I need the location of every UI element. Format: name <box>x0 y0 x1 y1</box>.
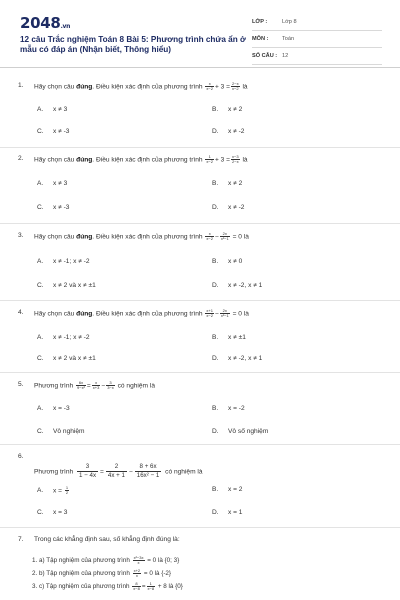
logo-text: 2048 <box>20 14 61 32</box>
math-fraction: $\frac{3}{3-x}$ <box>107 380 114 390</box>
question-number: 5. <box>18 381 24 388</box>
fraction-denominator: 1 − 4x <box>79 472 97 479</box>
math-fraction: $\frac{8}{x-8}$ <box>133 581 140 591</box>
math-fraction: $\frac{x+2}{x}$ <box>133 568 141 578</box>
statement-tail: = 0 là {-2} <box>143 570 172 578</box>
logo-suffix: .vn <box>60 23 71 30</box>
option-a[interactable] <box>37 106 67 113</box>
option-a[interactable] <box>37 258 90 265</box>
stem-prefix: Phương trình <box>34 468 74 476</box>
stem-prefix: Hãy chọn câu <box>34 233 75 241</box>
stem-bold: đúng <box>76 310 93 318</box>
stem-prefix: Hãy chọn câu <box>34 83 75 91</box>
stem-tail: là <box>242 83 248 91</box>
option-b[interactable] <box>212 334 246 341</box>
option-d[interactable] <box>212 509 242 516</box>
option-label: A. <box>37 258 44 265</box>
statement-text: 3. c) Tập nghiệm của phương trình <box>32 583 130 591</box>
option-label: B. <box>212 106 219 113</box>
question-number: 4. <box>18 309 24 316</box>
stem-tail: có nghiệm là <box>117 382 155 390</box>
option-label: D. <box>212 204 219 211</box>
math-fraction: $\frac{1}{2}$ <box>65 485 69 495</box>
option-text: x ≠ 3 <box>53 106 68 113</box>
math-fraction <box>135 463 162 480</box>
fraction-numerator: 3 <box>77 463 98 472</box>
option-text: x ≠ -3 <box>53 204 70 211</box>
option-d[interactable] <box>212 355 262 362</box>
option-c[interactable] <box>37 428 85 435</box>
option-c[interactable] <box>37 128 69 135</box>
math-fraction: $\frac{2-x}{x-2}$ <box>232 81 239 91</box>
option-b[interactable] <box>212 180 242 187</box>
question-stem: Trong các khẳng định sau, số khẳng định đúng là: <box>34 536 180 543</box>
stem-bold: đúng <box>76 233 93 241</box>
option-text: x ≠ 3 <box>53 180 68 187</box>
option-c[interactable] <box>37 282 96 289</box>
statement-b <box>32 569 171 578</box>
option-text: x ≠ -2, x ≠ 1 <box>228 355 263 362</box>
math-fraction <box>77 463 98 480</box>
page-title: 12 câu Trắc nghiệm Toán 8 Bài 5: Phương trình chứa ẩn ở mẫu có đáp án (Nhận biết, Thông hiểu) <box>20 35 246 54</box>
option-label: D. <box>212 128 219 135</box>
math-fraction: $\frac{\text{x²−3x}}{x}$ <box>133 555 144 565</box>
math-fraction <box>106 463 127 480</box>
math-fraction: $\frac{x+1}{x-2}$ <box>206 308 213 318</box>
question-number: 6. <box>18 453 24 460</box>
header-divider <box>0 67 400 68</box>
option-label: C. <box>37 509 44 516</box>
question-divider <box>0 300 400 301</box>
statement-tail: + 8 là {0} <box>157 583 183 591</box>
option-text: x ≠ 2 <box>228 180 243 187</box>
option-label: A. <box>37 487 44 495</box>
stem-prefix: Hãy chọn câu <box>34 310 75 318</box>
option-text: x ≠ -2, x ≠ 1 <box>228 282 263 289</box>
option-text: x ≠ -1; x ≠ -2 <box>53 334 90 341</box>
question-stem: Hãy chọn câu đúng. Điều kiện xác định của phương trình $\frac{1}{x-2}$ + 3 = $\frac{x-3}{2-x}$ là <box>34 154 248 164</box>
option-label: A. <box>37 106 44 113</box>
option-label: D. <box>212 282 219 289</box>
option-text: x = 3 <box>53 509 68 516</box>
option-c[interactable] <box>37 355 96 362</box>
question-stem: Hãy chọn câu đúng. Điều kiện xác định của phương trình $\frac{x}{x-2}$ − $\frac{2x}{\text{x²−1}}$ = 0 là <box>34 231 249 241</box>
question-number: 1. <box>18 82 24 89</box>
fraction-denominator: 16x² − 1 <box>136 472 160 479</box>
statement-a <box>32 556 179 565</box>
stem-prefix: Hãy chọn câu <box>34 156 75 164</box>
option-label: C. <box>37 428 44 435</box>
option-text: x ≠ -2 <box>228 204 245 211</box>
option-label: A. <box>37 334 44 341</box>
option-b[interactable] <box>212 106 242 113</box>
option-d[interactable] <box>212 282 262 289</box>
option-text: Vô số nghiệm <box>228 428 269 435</box>
option-label: A. <box>37 180 44 187</box>
option-label: A. <box>37 405 44 412</box>
meta-grade-key: LỚP : <box>252 19 268 25</box>
option-text: x ≠ 0 <box>228 258 243 265</box>
option-d[interactable] <box>212 428 268 435</box>
option-text: x = 2 <box>228 486 243 493</box>
option-label: D. <box>212 428 219 435</box>
stem-bold: đúng <box>76 83 93 91</box>
stem-suffix: . Điều kiện xác định của phương trình <box>92 310 203 318</box>
stem-suffix: . Điều kiện xác định của phương trình <box>92 156 203 164</box>
question-divider <box>0 223 400 224</box>
question-number: 7. <box>18 536 24 543</box>
option-label: D. <box>212 355 219 362</box>
option-text: x = -2 <box>228 405 245 412</box>
math-fraction: $\frac{1}{x-8}$ <box>147 581 155 591</box>
question-divider <box>0 444 400 445</box>
math-fraction: $\frac{x-3}{2-x}$ <box>232 154 239 164</box>
question-stem: Phương trình $\frac{3}{1 - 4x}$ = $\frac{2}{4x + 1}$ − $\frac{8 + 6x}{\text{16x² − 1}}$ có nghiệm là <box>34 463 203 479</box>
statement-tail: = 0 là {0; 3} <box>147 557 180 565</box>
option-label: C. <box>37 282 44 289</box>
option-text: x ≠ ±1 <box>228 334 246 341</box>
option-a[interactable] <box>37 405 70 412</box>
math-fraction: $\frac{x}{x-2}$ <box>206 231 213 241</box>
option-b[interactable] <box>212 258 242 265</box>
option-text: x ≠ 2 <box>228 106 243 113</box>
option-b[interactable] <box>212 486 242 493</box>
meta-count-key: SỐ CÂU : <box>252 53 278 59</box>
option-c[interactable] <box>37 204 69 211</box>
question-number: 3. <box>18 232 24 239</box>
option-text: x ≠ -2 <box>228 128 245 135</box>
option-label: C. <box>37 204 44 211</box>
page-header <box>0 0 400 64</box>
stem-tail: = 0 là <box>232 233 249 241</box>
math-fraction: $\frac{2x}{\text{x²−1}}$ <box>220 231 229 241</box>
quiz-meta <box>252 14 382 65</box>
option-label: B. <box>212 405 219 412</box>
option-d[interactable] <box>212 204 244 211</box>
meta-subject-value: Toán <box>282 36 295 42</box>
option-label: B. <box>212 334 219 341</box>
statement-text: 1. a) Tập nghiệm của phương trình <box>32 557 130 565</box>
question-divider <box>0 527 400 528</box>
option-text: x ≠ -1; x ≠ -2 <box>53 258 90 265</box>
meta-subject-key: MÔN : <box>252 36 269 42</box>
math-fraction: $\frac{2x}{\text{x²−1}}$ <box>220 308 229 318</box>
question-stem: Hãy chọn câu đúng. Điều kiện xác định của phương trình $\frac{x}{x-2}$ + 3 = $\frac{2-x}{x-2}$ là <box>34 81 248 91</box>
stem-tail: = 0 là <box>232 310 249 318</box>
option-b[interactable] <box>212 405 245 412</box>
stem-tail: là <box>242 156 248 164</box>
option-text: Vô nghiệm <box>53 428 85 435</box>
question-stem: Hãy chọn câu đúng. Điều kiện xác định của phương trình $\frac{x+1}{x-2}$ − $\frac{2x}{\text{x²−1}}$ = 0 là <box>34 308 249 318</box>
math-fraction: $\frac{6x}{\text{9−x²}}$ <box>77 380 85 390</box>
question-number: 2. <box>18 155 24 162</box>
meta-grade-row <box>252 14 382 31</box>
option-text: x = <box>53 487 62 495</box>
option-text: x = 1 <box>228 509 243 516</box>
option-text: x ≠ 2 và x ≠ ±1 <box>53 282 96 289</box>
math-fraction: $\frac{1}{x-2}$ <box>206 154 213 164</box>
meta-count-row <box>252 48 382 65</box>
option-label: B. <box>212 258 219 265</box>
fraction-numerator: 8 + 6x <box>135 463 162 472</box>
statement-c: 3. c) Tập nghiệm của phương trình $\frac{8}{x-8}$ = $\frac{1}{x-8}$ + 8 là {0} <box>32 581 183 591</box>
stem-suffix: . Điều kiện xác định của phương trình <box>92 233 203 241</box>
option-label: D. <box>212 509 219 516</box>
question-divider <box>0 372 400 373</box>
question-divider <box>0 147 400 148</box>
stem-tail: có nghiệm là <box>165 468 203 476</box>
option-c[interactable] <box>37 509 67 516</box>
stem-bold: đúng <box>76 156 93 164</box>
math-fraction: $\frac{x}{x-2}$ <box>206 81 213 91</box>
question-stem: Phương trình $\frac{6x}{\text{9−x²}}$ = $\frac{x}{x+3}$ − $\frac{3}{3-x}$ có nghiệm là <box>34 380 155 390</box>
option-label: C. <box>37 128 44 135</box>
statement-text: 2. b) Tập nghiệm của phương trình <box>32 570 130 578</box>
fraction-denominator: 4x + 1 <box>107 472 125 479</box>
option-a[interactable] <box>37 334 90 341</box>
option-a[interactable] <box>37 486 70 495</box>
stem-suffix: . Điều kiện xác định của phương trình <box>92 83 203 91</box>
math-fraction: $\frac{x}{x+3}$ <box>92 380 100 390</box>
stem-prefix: Phương trình <box>34 382 74 390</box>
option-text: x ≠ -3 <box>53 128 70 135</box>
site-logo[interactable] <box>20 14 70 32</box>
fraction-numerator: 2 <box>106 463 127 472</box>
option-d[interactable] <box>212 128 244 135</box>
meta-grade-value: Lớp 8 <box>282 19 297 25</box>
option-label: B. <box>212 486 219 493</box>
option-text: x = -3 <box>53 405 70 412</box>
option-label: C. <box>37 355 44 362</box>
option-label: B. <box>212 180 219 187</box>
meta-count-value: 12 <box>282 53 289 59</box>
meta-subject-row <box>252 31 382 48</box>
option-text: x ≠ 2 và x ≠ ±1 <box>53 355 96 362</box>
option-a[interactable] <box>37 180 67 187</box>
